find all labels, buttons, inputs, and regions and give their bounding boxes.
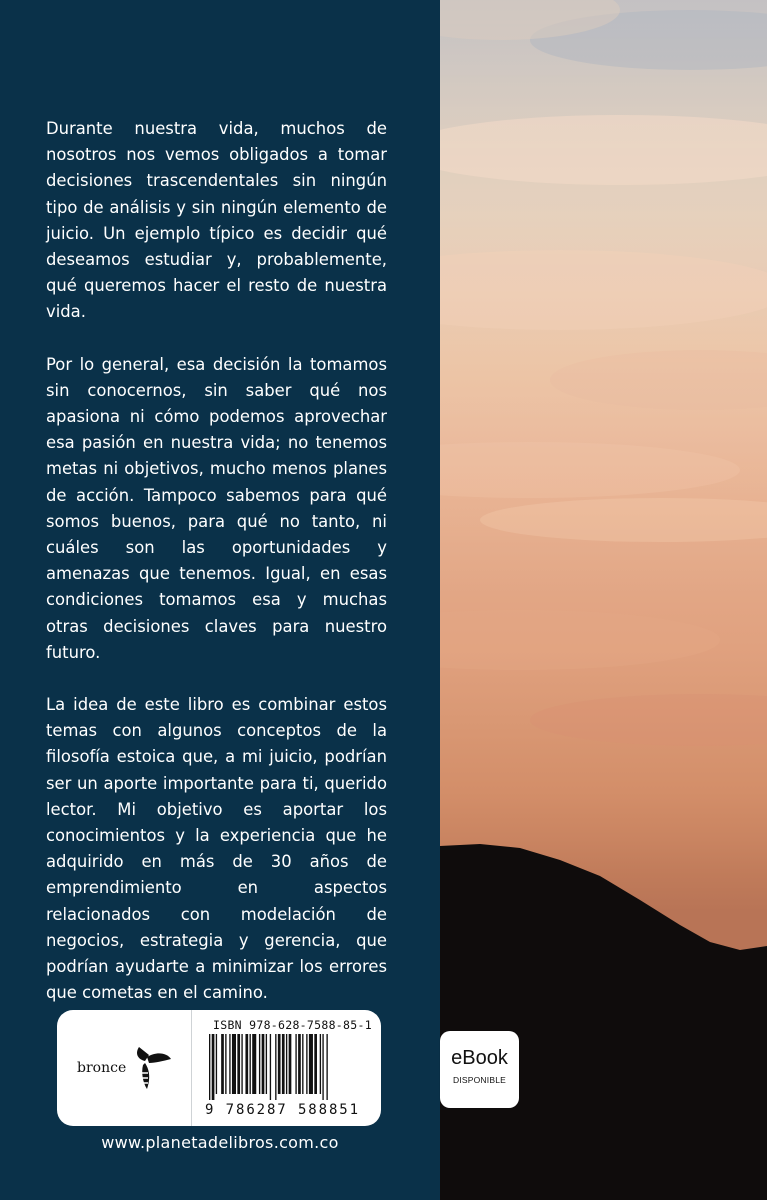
- barcode-bar: [221, 1034, 224, 1094]
- barcode-bar: [295, 1034, 296, 1094]
- barcode-bar: [314, 1034, 317, 1094]
- barcode-bar: [326, 1034, 327, 1100]
- barcode-bar: [225, 1034, 226, 1094]
- publisher-website: www.planetadelibros.com.co: [101, 1133, 339, 1152]
- barcode: [209, 1034, 369, 1100]
- ebook-badge-title: eBook: [451, 1047, 508, 1069]
- barcode-bar: [241, 1034, 242, 1094]
- barcode-bar: [278, 1034, 281, 1094]
- barcode-bar: [309, 1034, 313, 1094]
- barcode-bar: [270, 1034, 271, 1100]
- barcode-bar: [286, 1034, 287, 1094]
- barcode-bar: [209, 1034, 210, 1100]
- barcode-bar: [259, 1034, 260, 1094]
- barcode-bar: [302, 1034, 303, 1094]
- barcode-bar: [237, 1034, 240, 1094]
- bee-icon: [127, 1043, 175, 1093]
- barcode-bar: [250, 1034, 251, 1094]
- blurb-text: [46, 116, 387, 1007]
- blurb-paragraph-3: La idea de este libro es combinar estos temas con algunos conceptos de la filosofía estoica que, a mi juicio, podrían ser un aporte importante para ti, querido lector. Mi objetivo es aportar los conocimientos y la experiencia que he adquirido en más de 30 años de emprendimiento en aspectos relacionados con modelación de negocios, estrategia y gerencia, que podrían ayudarte a minimizar los errores que cometas en el camino.: [46, 695, 387, 1003]
- barcode-bar: [212, 1034, 215, 1100]
- publisher-name: bronce: [77, 1060, 127, 1076]
- barcode-bar: [322, 1034, 323, 1100]
- barcode-bar: [298, 1034, 301, 1094]
- ebook-badge: [440, 1031, 519, 1108]
- barcode-bar: [232, 1034, 236, 1094]
- barcode-bar: [275, 1034, 276, 1100]
- barcode-card: [57, 1010, 381, 1126]
- ebook-badge-subtitle: DISPONIBLE: [452, 1075, 507, 1085]
- sunset-photo: [440, 0, 767, 1200]
- barcode-bar: [245, 1034, 248, 1094]
- barcode-bar: [306, 1034, 307, 1094]
- sunset-sky-image: [440, 0, 767, 1200]
- barcode-bar: [229, 1034, 230, 1094]
- barcode-number: 9 786287 588851: [205, 1102, 360, 1118]
- blurb-paragraph-2: Por lo general, esa decisión la tomamos sin conocernos, sin saber qué nos apasiona ni cómo podemos aprovechar esa pasión en nuestra vida; no tenemos metas ni objetivos, mucho menos planes de acción. Tampoco sabemos para qué somos buenos, para qué no tanto, ni cuáles son las oportunidades y amenazas que tenemos. Igual, en esas condiciones tomamos esa y muchas otras decisiones claves para nuestro futuro.: [46, 354, 387, 662]
- blurb-paragraph-1: Durante nuestra vida, muchos de nosotros nos vemos obligados a tomar decisiones trascendentales sin ningún tipo de análisis y sin ningún elemento de juicio. Un ejemplo típico es decidir qué deseamos estudiar y, probablemente, qué queremos hacer el resto de nuestra vida.: [46, 119, 387, 322]
- barcode-bar: [216, 1034, 217, 1094]
- barcode-bar: [289, 1034, 292, 1094]
- barcode-bar: [320, 1034, 321, 1094]
- barcode-bar: [282, 1034, 285, 1094]
- card-divider: [191, 1010, 192, 1126]
- isbn-label: ISBN 978-628-7588-85-1: [213, 1018, 372, 1032]
- barcode-bar: [252, 1034, 256, 1094]
- barcode-bar: [266, 1034, 267, 1094]
- barcode-bar: [262, 1034, 265, 1094]
